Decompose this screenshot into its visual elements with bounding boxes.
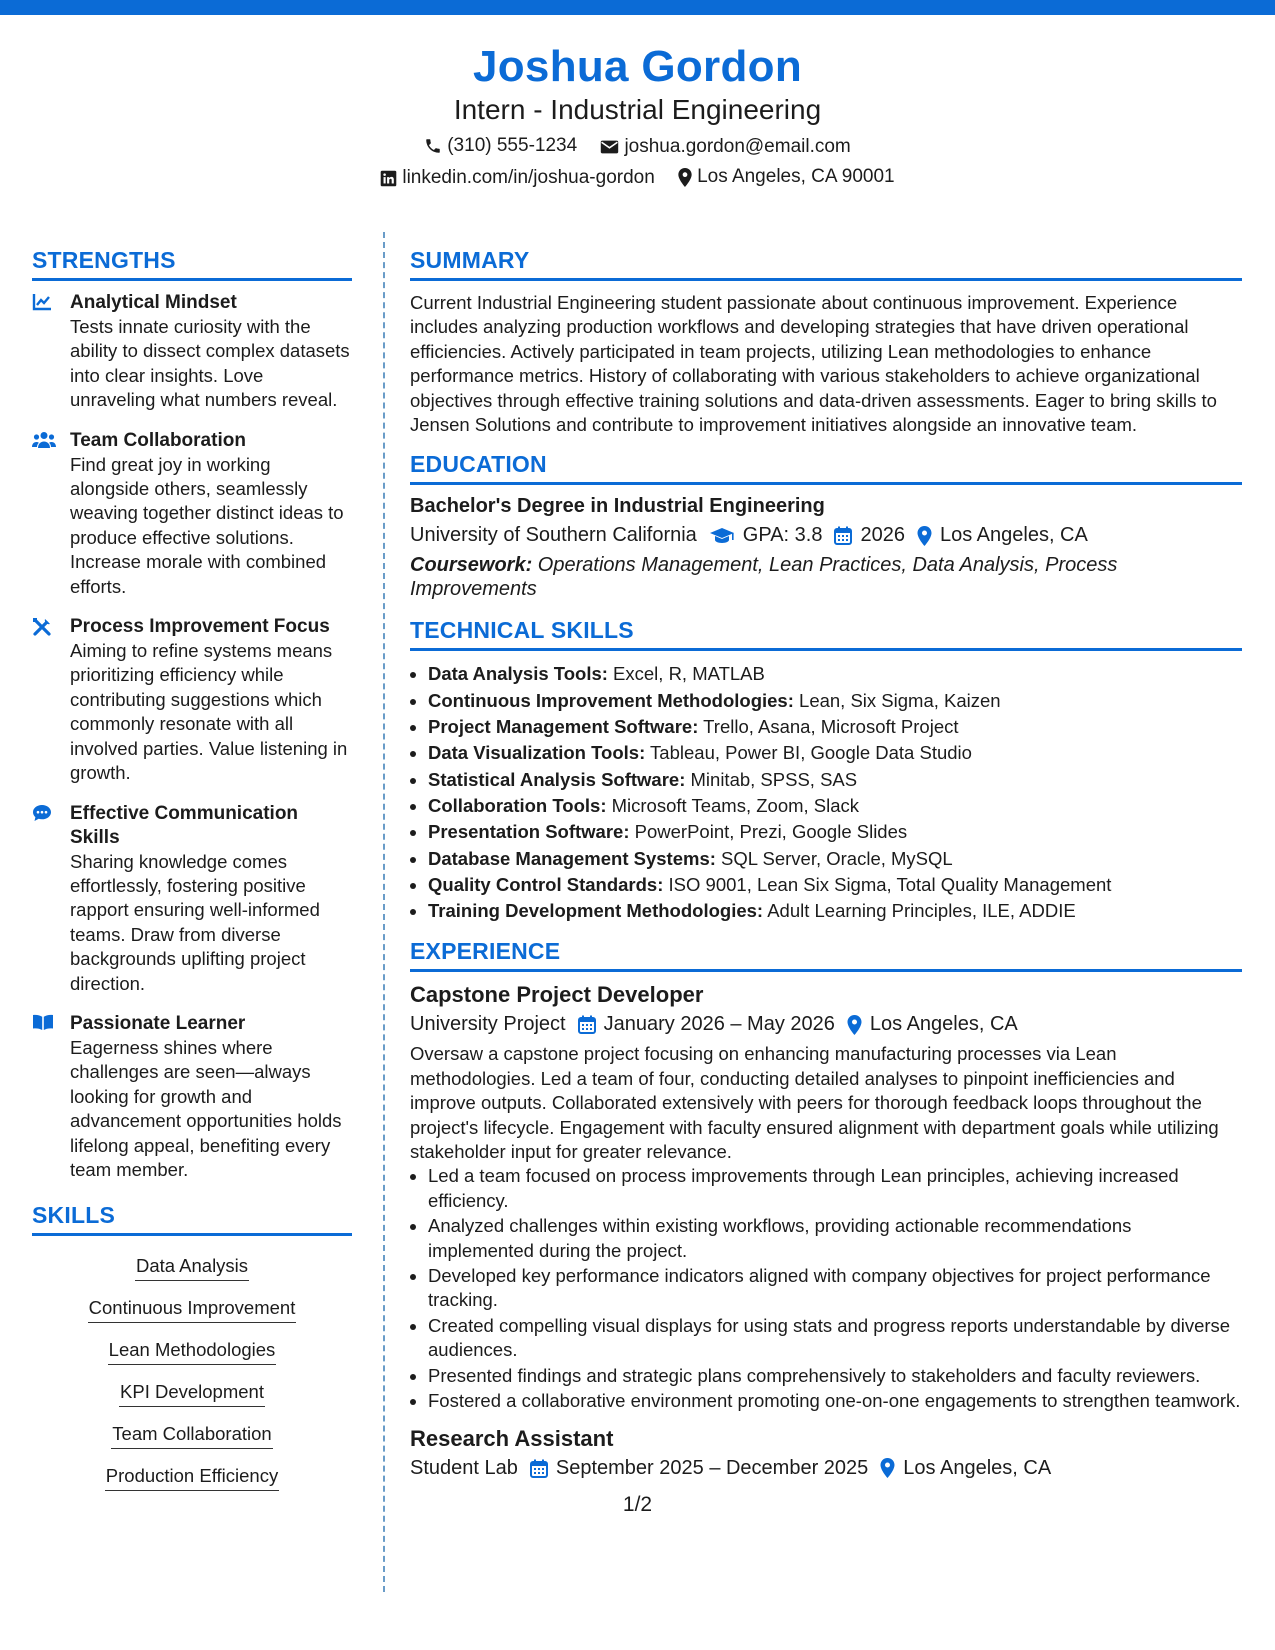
phone-text: (310) 555-1234 [447,135,578,156]
list-item [428,767,1242,793]
list-item: • Led a team focused on process improvements through Lean principles, achieving increased efficiency. [428,1164,1242,1213]
left-column [32,247,352,1506]
strength-item [32,429,352,599]
column-divider [383,232,385,1592]
job-role: Capstone Project Developer [410,982,704,1008]
skill-value: SQL Server, Oracle, MySQL [715,847,953,869]
list-item [428,740,1242,766]
technical-skills-list [410,661,1242,924]
strength-description: Eagerness shines where challenges are seen—always looking for growth and advancement opportunities holds lifelong appeal, benefiting every team member. [70,1036,342,1180]
map-pin-icon [880,1458,895,1478]
strength-title: Effective Communication Skills [70,802,299,848]
skill-label: Data Analysis Tools: [428,663,608,685]
book-icon [32,1014,54,1031]
job-location: Los Angeles, CA [869,1013,1018,1036]
calendar-icon [530,1459,548,1478]
skill-value: Trello, Asana, Microsoft Project [698,716,959,738]
skill-label: Data Visualization Tools: [428,742,646,764]
skill-tag: Data Analysis [135,1254,249,1281]
list-item [428,898,1242,924]
degree-title: Bachelor's Degree in Industrial Engineering [410,495,825,518]
summary-heading: SUMMARY [410,247,1242,281]
strength-item [32,802,352,996]
experience-heading: EXPERIENCE [410,938,1242,972]
chart-line-icon [32,293,52,311]
chat-bubble-icon [32,804,52,822]
location-item [678,166,895,188]
strength-item [32,291,352,413]
strength-title: Team Collaboration [70,429,246,451]
skill-tag: Continuous Improvement [88,1296,297,1323]
skill-value: ISO 9001, Lean Six Sigma, Total Quality Management [663,873,1112,895]
strengths-heading: STRENGTHS [32,247,352,281]
list-item: • Developed key performance indicators aligned with company objectives for project performance tracking. [428,1264,1242,1313]
skill-value: Lean, Six Sigma, Kaizen [793,689,1001,711]
summary-text: Current Industrial Engineering student passionate about continuous improvement. Experience includes analyzing production workflows and developing strategies that have driven operational efficiencies. Actively participated in team projects, utilizing Lean methodologies to enhance performance metrics. History of collaborating with various stakeholders to achieve organizational objectives through effective training solutions and data-driven assessments. Eager to bring skills to Jensen Solutions and contribute to improvement initiatives alongside an innovative team. [410,292,1217,436]
calendar-icon [578,1015,596,1034]
skills-heading: SKILLS [32,1202,352,1236]
list-item [428,714,1242,740]
job-meta [410,1457,1242,1480]
map-pin-icon [678,168,692,187]
job-location: Los Angeles, CA [903,1456,1052,1479]
skill-label: Presentation Software: [428,821,630,843]
right-column [410,247,1242,1486]
skill-tag: Production Efficiency [105,1464,279,1491]
skill-tag: KPI Development [119,1380,265,1407]
strength-title: Analytical Mindset [70,292,237,313]
school-location: Los Angeles, CA [939,524,1088,547]
tools-icon [32,617,52,637]
skill-label: Project Management Software: [428,716,699,738]
map-pin-icon [847,1015,862,1035]
page-number: 1/2 [622,1493,653,1516]
list-item [428,793,1242,819]
gpa-text: GPA: 3.8 [742,524,823,547]
skill-label: Collaboration Tools: [428,794,607,816]
technical-skills-heading: TECHNICAL SKILLS [410,617,1242,651]
skill-value: Microsoft Teams, Zoom, Slack [606,794,860,816]
education-heading: EDUCATION [410,451,1242,485]
users-icon [32,431,56,449]
list-item [428,661,1242,687]
phone-icon [424,137,442,155]
linkedin-icon [380,170,397,187]
job-title: Intern - Industrial Engineering [453,94,822,125]
coursework-text: Operations Management, Lean Practices, Data Analysis, Process Improvements [410,554,1118,601]
skill-label: Statistical Analysis Software: [428,768,686,790]
linkedin-item[interactable] [380,167,654,189]
contact-row-1 [0,135,1275,161]
skill-label: Training Development Methodologies: [428,900,764,922]
job-dates: September 2025 – December 2025 [555,1456,869,1479]
list-item [428,846,1242,872]
skill-value: Tableau, Power BI, Google Data Studio [645,742,972,764]
job-bullets [410,1164,1242,1413]
graduation-cap-icon [709,527,735,545]
list-item [428,872,1242,898]
list-item: • Created compelling visual displays for using stats and progress reports understandable by diverse audiences. [428,1314,1242,1363]
job-summary: Oversaw a capstone project focusing on enhancing manufacturing processes via Lean methodologies. Led a team of four, conducting detailed analyses to pinpoint inefficiencies and improve outputs. Collaborated extensively with peers for thorough feedback loops throughout the project's lifecycle. Engagement with faculty ensured alignment with department goals while utilizing stakeholder input for greater relevance. [410,1043,1219,1163]
envelope-icon [600,139,619,155]
graduation-year: 2026 [860,524,905,547]
education-meta [410,524,1242,547]
location-text: Los Angeles, CA 90001 [697,166,895,187]
skill-value: Minitab, SPSS, SAS [685,768,858,790]
strength-title: Passionate Learner [70,1012,246,1034]
calendar-icon [834,526,852,545]
job-organization: University Project [410,1013,566,1036]
job-dates: January 2026 – May 2026 [603,1013,835,1036]
email-item[interactable] [600,136,850,158]
list-item [428,688,1242,714]
job-meta [410,1013,1242,1036]
strength-item [32,1012,352,1182]
top-accent-bar [0,0,1275,15]
skill-value: Excel, R, MATLAB [607,663,765,685]
candidate-name: Joshua Gordon [472,42,803,91]
strength-description: Tests innate curiosity with the ability to dissect complex datasets into clear insights. Love unraveling what numbers reveal. [70,316,350,411]
skill-value: Adult Learning Principles, ILE, ADDIE [763,900,1076,922]
skill-tag: Lean Methodologies [108,1338,277,1365]
job-role: Research Assistant [410,1425,614,1451]
map-pin-icon [917,526,932,546]
skill-label: Database Management Systems: [428,847,716,869]
contact-row-2 [0,166,1275,193]
email-text[interactable]: joshua.gordon@email.com [624,136,851,157]
list-item [428,819,1242,845]
skill-tag: Team Collaboration [111,1422,272,1449]
linkedin-text[interactable]: linkedin.com/in/joshua-gordon [402,167,655,188]
school-name: University of Southern California [410,524,697,547]
phone-item [424,135,577,157]
coursework-label: Coursework: [410,554,533,577]
strength-description: Aiming to refine systems means prioritizing efficiency while contributing suggestions which commonly resonate with all involved parties. Value listening in growth. [70,640,348,784]
list-item: • Presented findings and strategic plans comprehensively to stakeholders and faculty reviewers. [428,1364,1242,1388]
skill-label: Continuous Improvement Methodologies: [428,689,794,711]
list-item: • Analyzed challenges within existing workflows, providing actionable recommendations implemented during the project. [428,1214,1242,1263]
strength-description: Sharing knowledge comes effortlessly, fostering positive rapport ensuring well-informed teams. Draw from diverse backgrounds uplifting project direction. [70,850,320,994]
strength-item [32,615,352,785]
strength-description: Find great joy in working alongside others, seamlessly weaving together distinct ideas to produce effective solutions. Increase morale with combined efforts. [70,453,344,597]
coursework [410,553,1242,601]
job-organization: Student Lab [410,1456,518,1479]
skills-list [32,1250,352,1506]
list-item: • Fostered a collaborative environment promoting one-on-one engagements to strengthen teamwork. [428,1389,1242,1413]
strength-title: Process Improvement Focus [70,616,330,638]
skill-label: Quality Control Standards: [428,873,664,895]
skill-value: PowerPoint, Prezi, Google Slides [629,821,908,843]
